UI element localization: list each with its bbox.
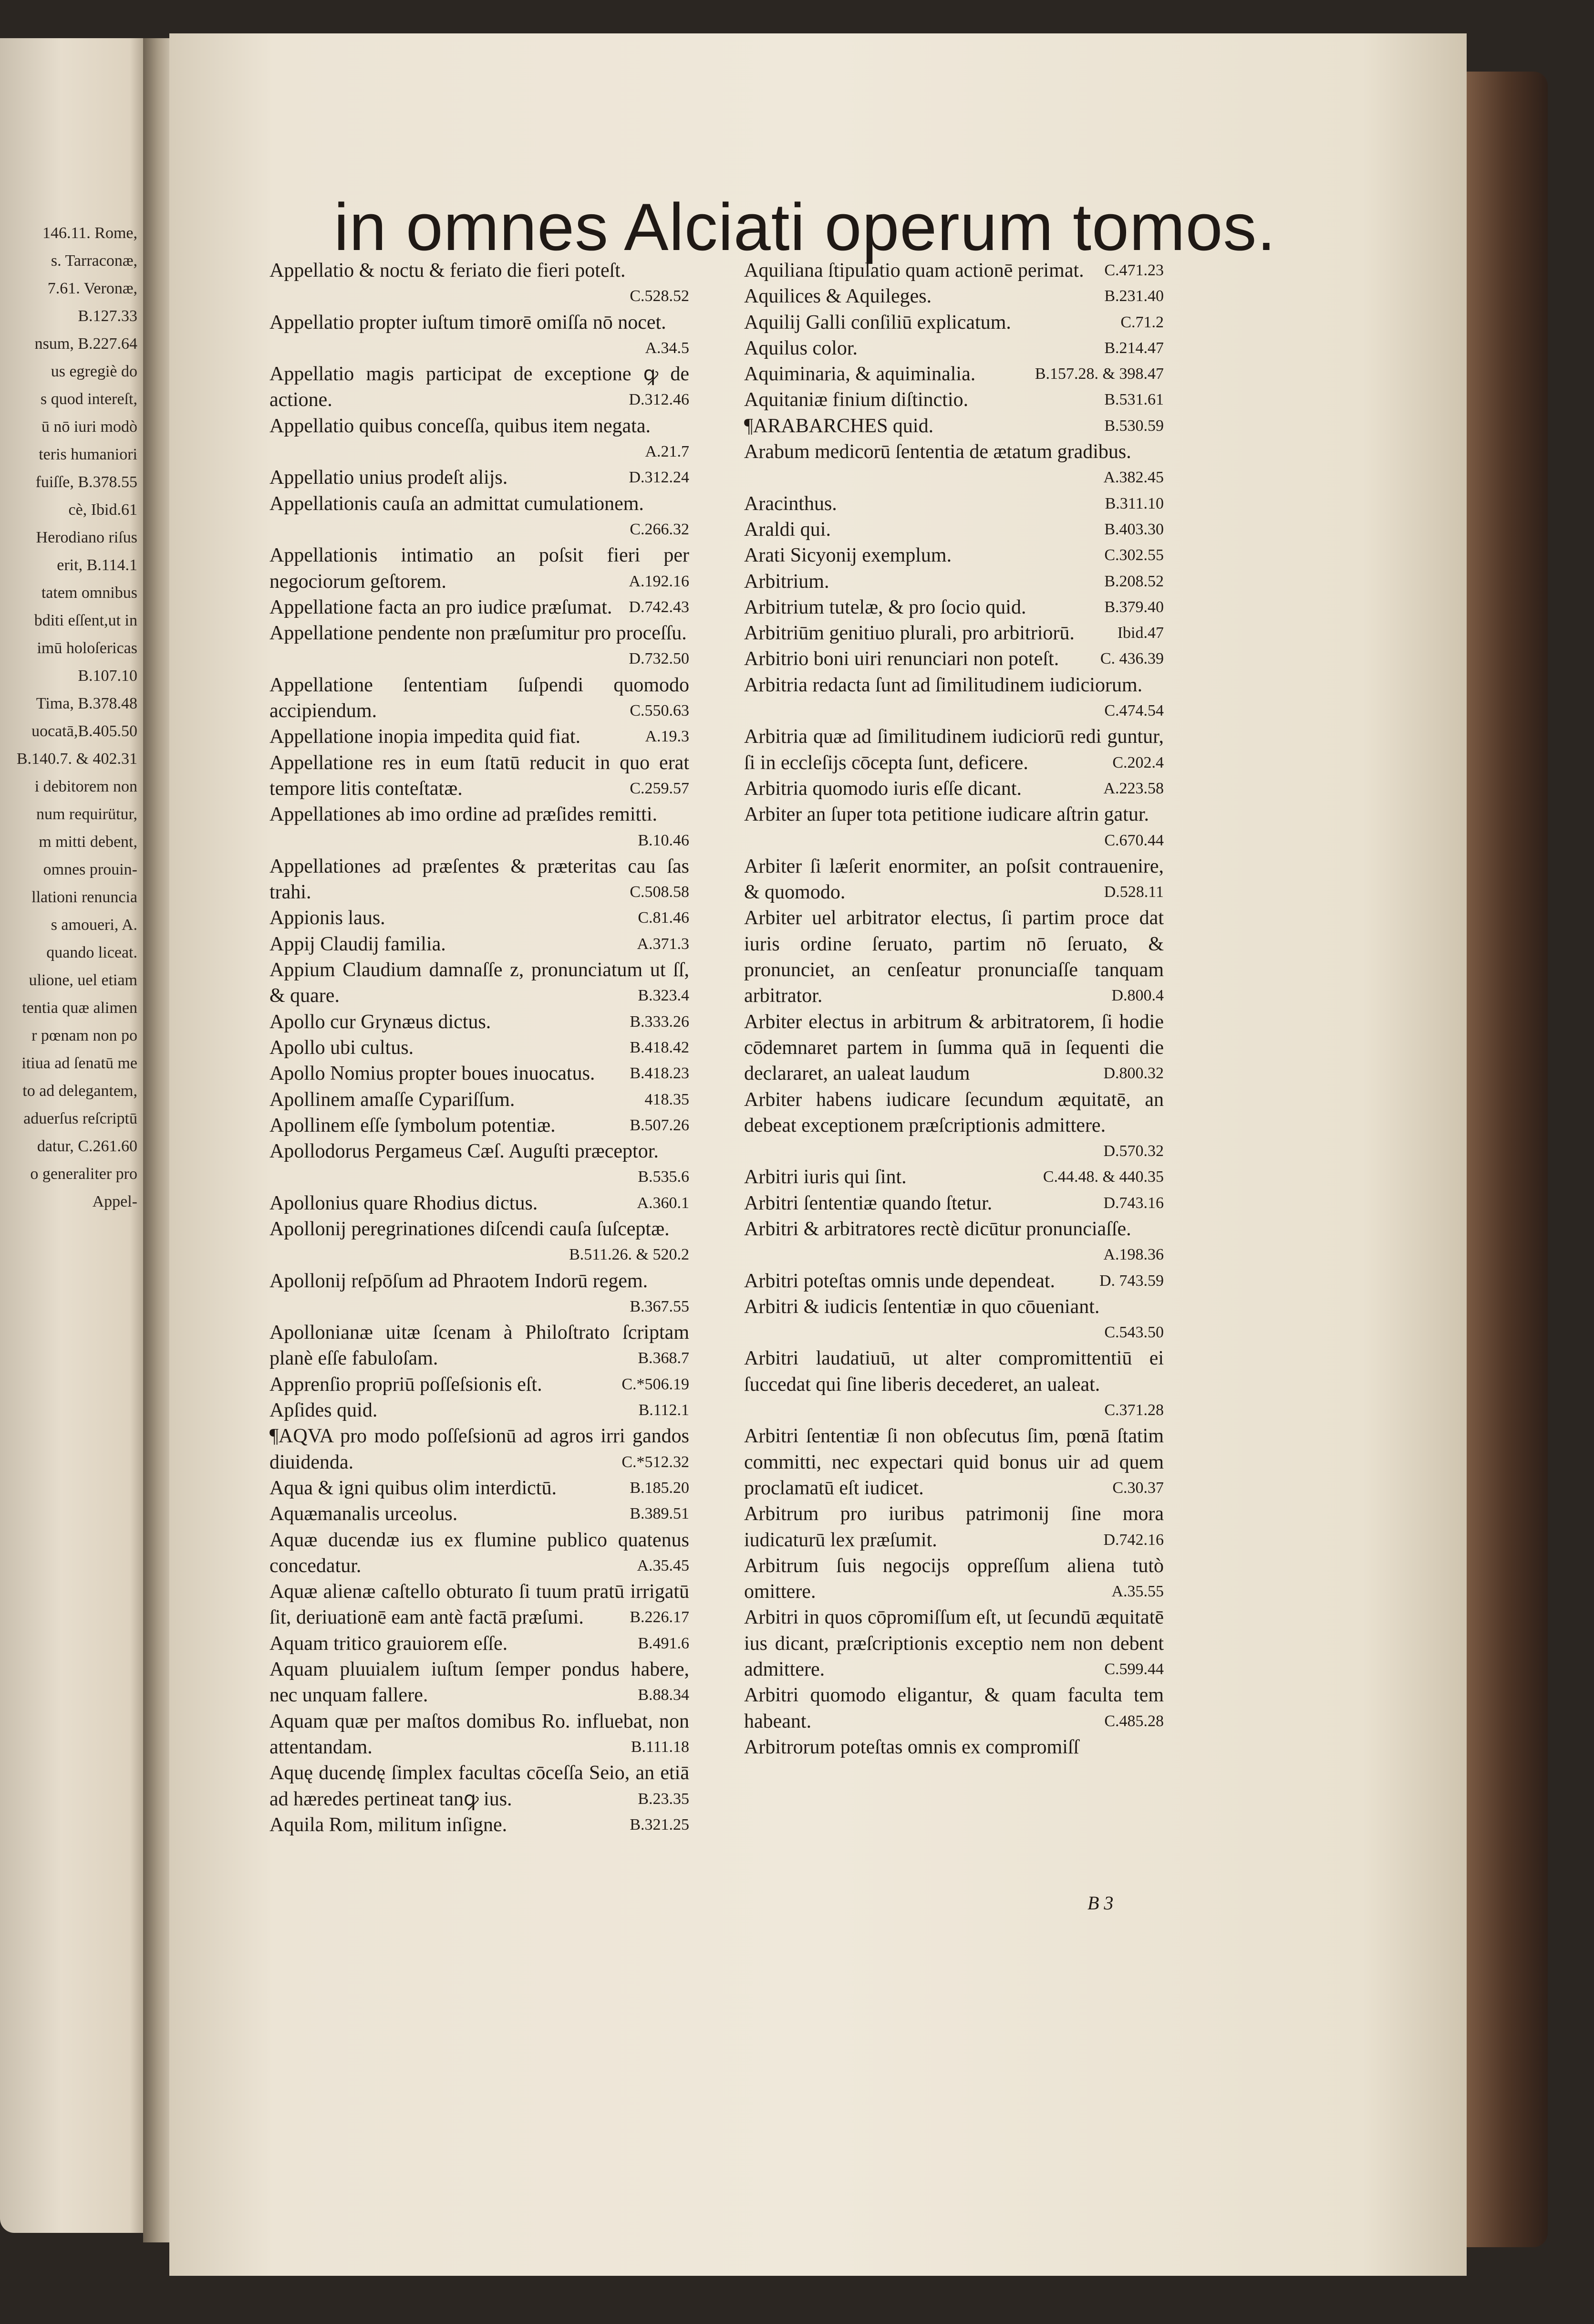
left-page-fragment: omnes prouin- [43,861,137,878]
index-entry [744,905,1164,1009]
left-page-fragment: quando liceat. [46,944,137,961]
index-entry [269,1320,689,1372]
index-entry-reference: C.485.28 [1104,1712,1164,1730]
index-column-left [269,258,689,1838]
index-column-right [744,258,1164,1760]
index-entry-text: Appium Claudium damnaſſe z, pronunciatum ut ſſ, & quare. [269,959,689,1007]
index-entry-text: Apollonij reſpōſum ad Phraotem Indorū regem. [269,1270,648,1292]
left-page-fragment: to ad delegantem, [22,1082,137,1100]
index-entry-reference: C.599.44 [1104,1660,1164,1678]
index-entry [269,594,689,620]
index-entry-text: Appellatione inopia impedita quid fiat. [269,726,581,748]
index-entry [744,776,1164,802]
index-entry-reference: C. 436.39 [1100,650,1164,668]
index-entry [744,646,1164,672]
index-entry [269,1657,689,1709]
index-entry [744,1553,1164,1605]
left-page-fragment: 146.11. Rome, [42,224,137,242]
index-entry-text: Araldi qui. [744,518,831,541]
index-entry-text: Appellatio propter iuſtum timorē omiſſa nō nocet. [269,311,666,333]
index-entry-reference: 418.35 [644,1090,689,1108]
index-entry-text: Appellatio & noctu & feriato die fieri poteſt. [269,260,626,281]
index-entry-text: Arati Sicyonij exemplum. [744,544,952,567]
index-entry [269,724,689,750]
left-page-fragment: tentia quæ alimen [22,999,137,1017]
index-entry-text: Arbiter uel arbitrator electus, ſi partim proce dat iuris ordine ſeruato, partim nō ſeruato, & pronunciet, an cenſeatur pronunciaſſe tanquam arbitrator. [744,907,1164,1007]
index-entry [744,387,1164,413]
left-page-fragment: itiua ad ſenatū me [21,1054,137,1072]
left-page-fragment: s. Tarraconæ, [51,252,137,270]
index-entry [744,672,1164,724]
left-page-fragment: s quod intereſt, [40,390,137,408]
index-entry-text: Arbitrium tutelæ, & pro ſocio quid. [744,596,1026,618]
index-entry-text: Arbitria quæ ad ſimilitudinem iudiciorū redi guntur, ſi in eccleſijs cōcepta ſunt, deficere. [744,726,1164,774]
index-entry [269,1812,689,1838]
index-entry [269,413,689,465]
index-entry [744,569,1164,594]
running-head: in omnes Alciati operum tomos. [334,189,1276,264]
index-entry [744,1501,1164,1553]
index-entry [269,1475,689,1501]
index-entry-reference: C.543.50 [1104,1324,1164,1342]
index-entry-text: Apollodorus Pergameus Cæſ. Auguſti præceptor. [269,1140,659,1163]
index-entry [269,1035,689,1061]
index-entry-text: Appellatione facta an pro iudice præſumat. [269,596,612,618]
index-entry [269,672,689,724]
index-entry-text: Arbitrum ſuis negocijs oppreſſum aliena tutò omittere. [744,1554,1164,1603]
index-entry-reference: D.800.4 [1111,987,1164,1005]
index-entry-text: Appellationis cauſa an admittat cumulationem. [269,492,644,515]
left-page-fragment: 7.61. Veronæ, [47,280,137,297]
index-entry-reference: D.742.43 [629,598,689,616]
index-entry-reference: B.379.40 [1104,598,1164,616]
left-page-fragment: teris humaniori [39,446,137,463]
index-entry-text: ¶AQVA pro modo poſſeſsionū ad agros irri gandos diuidenda. [269,1425,689,1473]
index-entry-text: Appellatione res in eum ſtatū reducit in quo erat tempore litis conteſtatæ. [269,751,689,800]
index-entry [269,1709,689,1761]
index-entry [744,1268,1164,1294]
left-page-fragment: num requirütur, [36,805,137,823]
index-entry [269,1087,689,1113]
index-entry-text: Appellationes ab imo ordine ad præſides remitti. [269,803,657,826]
index-entry-text: Apollinem eſſe ſymbolum potentiæ. [269,1114,556,1136]
index-entry-reference: C.371.28 [1104,1401,1164,1419]
index-entry-text: Arbiter ſi læſerit enormiter, an poſsit contrauenire, & quomodo. [744,855,1164,904]
index-entry-text: Apollonij peregrinationes diſcendi cauſa ſuſceptæ. [269,1218,670,1240]
index-entry [744,1345,1164,1423]
index-entry [269,1579,689,1631]
index-entry [269,1268,689,1320]
index-entry-text: Aquam tritico grauiorem eſſe. [269,1632,508,1655]
index-entry-reference: C.550.63 [630,702,689,720]
index-entry-reference: A.19.3 [645,728,689,746]
index-entry [269,491,689,543]
index-entry [744,1423,1164,1501]
index-entry-reference: B.367.55 [630,1297,689,1315]
left-facing-page [0,38,153,2233]
index-entry-reference: C.259.57 [630,779,689,797]
left-page-fragment: tatem omnibus [41,584,137,602]
index-entry-reference: B.491.6 [638,1634,689,1652]
index-entry-text: Appellatione ſententiam ſuſpendi quomodo accipiendum. [269,674,689,722]
index-entry-text: Aracinthus. [744,492,837,515]
index-entry [744,1216,1164,1268]
index-entry-text: Arbitri poteſtas omnis unde dependeat. [744,1270,1056,1292]
index-entry-reference: C.302.55 [1104,546,1164,564]
index-entry-text: Arbitri ſententiæ ſi non obſecutus ſim, pœnā ſtatim committi, nec expectari quid bonus uir ad quem proclamatū eſt iudicet. [744,1425,1164,1499]
index-entry-reference: D. 743.59 [1099,1271,1164,1290]
left-page-fragment: o generaliter pro [30,1165,137,1183]
index-entry-text: Appellationis intimatio an poſsit fieri per negociorum geſtorem. [269,544,689,593]
left-page-fragment: ulione, uel etiam [29,971,137,989]
index-entry [269,1216,689,1268]
index-entry-reference: A.198.36 [1103,1246,1164,1264]
index-entry [744,854,1164,906]
index-entry-reference: D.742.16 [1103,1531,1164,1549]
index-entry [744,1294,1164,1346]
index-entry [269,957,689,1009]
index-entry [269,905,689,931]
index-entry-text: Arbitri ſententiæ quando ſtetur. [744,1192,993,1214]
index-entry [744,594,1164,620]
index-entry-reference: B.10.46 [638,831,689,849]
index-entry-reference: A.192.16 [629,572,689,590]
index-entry-reference: B.403.30 [1104,520,1164,538]
index-entry-text: Arbitri laudatiuū, ut alter compromittentiū ei ſuccedat qui ſine liberis decederet, an ualeat. [744,1347,1164,1396]
index-entry-reference: C.81.46 [638,909,689,927]
index-entry [744,1087,1164,1165]
left-page-fragment: erit, B.114.1 [57,556,137,574]
index-entry-reference: C.*506.19 [621,1375,689,1393]
index-entry [744,1190,1164,1216]
index-entry [269,1138,689,1190]
index-entry-text: Appij Claudij familia. [269,933,446,955]
index-entry-reference: B.389.51 [630,1505,689,1523]
index-entry-reference: C.266.32 [630,520,689,538]
index-entry-text: Arbitri iuris qui ſint. [744,1166,907,1188]
left-page-fragment: i debitorem non [34,778,137,795]
index-entry-text: Apſides quid. [269,1399,378,1422]
index-entry-text: Apprenſio propriū poſſeſsionis eſt. [269,1373,542,1396]
index-entry-reference: B.226.17 [630,1608,689,1626]
index-entry-text: Aquilices & Aquileges. [744,285,932,308]
index-entry-reference: B.208.52 [1104,572,1164,590]
index-entry-reference: C.471.23 [1104,261,1164,279]
index-entry-text: Aquilij Galli conſiliū explicatum. [744,311,1011,333]
index-entry [269,1760,689,1812]
left-page-fragment: Tima, B.378.48 [36,695,137,712]
index-entry-text: Arabum medicorū ſententia de ætatum gradibus. [744,441,1131,463]
index-entry [744,1009,1164,1087]
index-entry-reference: B.23.35 [638,1790,689,1808]
index-entry-text: Arbitria redacta ſunt ad ſimilitudinem iudiciorum. [744,674,1143,696]
index-entry-reference: B.507.26 [630,1116,689,1134]
index-entry-text: Appellatio unius prodeſt alijs. [269,467,508,489]
index-entry-reference: C.670.44 [1104,831,1164,849]
index-entry-text: Arbitri & arbitratores rectè dicūtur pronunciaſſe. [744,1218,1131,1240]
index-entry-text: Appellatione pendente non præſumitur pro proceſſu. [269,622,687,645]
index-entry-reference: B.535.6 [638,1168,689,1186]
index-entry-text: Arbitrorum poteſtas omnis ex compromiſſ [744,1736,1079,1758]
index-entry-reference: B.418.23 [630,1064,689,1083]
left-page-fragment: B.140.7. & 402.31 [16,750,137,768]
index-entry-text: Aquæ ducendæ ius ex flumine publico quatenus concedatur. [269,1529,689,1577]
index-entry-reference: D.800.32 [1103,1064,1164,1083]
index-entry [744,335,1164,361]
index-entry [744,310,1164,335]
index-entry-text: Arbitria quomodo iuris eſſe dicant. [744,777,1022,800]
index-entry-text: Appellatio quibus conceſſa, quibus item negata. [269,415,651,437]
left-page-fragment: r pœnam non po [31,1027,137,1044]
index-entry [744,1682,1164,1734]
index-entry [744,542,1164,568]
index-entry-text: Aquiliana ſtipulatio quam actionē perimat. [744,260,1084,281]
index-entry-text: Appionis laus. [269,907,385,929]
index-entry-text: Apollo Nomius propter boues inuocatus. [269,1063,595,1085]
index-entry [269,1113,689,1138]
index-entry-text: Arbitriūm genitiuo plurali, pro arbitriorū. [744,622,1075,645]
left-page-fragment: Herodiano riſus [36,529,137,546]
left-page-fragment: fuiſſe, B.378.55 [35,473,137,491]
index-entry [269,1501,689,1527]
index-entry-text: Arbiter electus in arbitrum & arbitratorem, ſi hodie cōdemnaret partem in ſumma quā in ſequenti die declararet, an ualeat laudum [744,1011,1164,1085]
index-entry [269,1631,689,1657]
index-entry [744,361,1164,387]
index-entry-text: Apollonius quare Rhodius dictus. [269,1192,538,1214]
left-page-fragment: m mitti debent, [39,833,137,851]
index-entry [269,361,689,413]
index-entry [744,1605,1164,1682]
left-page-fragments [0,219,143,1216]
index-entry-reference: B.112.1 [638,1401,689,1419]
index-entry [744,620,1164,646]
left-page-fragment: imū holoſericas [37,639,137,657]
index-entry-reference: B.311.10 [1105,494,1164,512]
index-entry [269,802,689,854]
index-entry-text: Apollo cur Grynæus dictus. [269,1011,491,1033]
index-entry [269,1397,689,1423]
index-entry [269,1423,689,1475]
left-page-fragment: us egregiè do [51,363,137,380]
index-entry [744,724,1164,776]
index-entry-text: Arbitri in quos cōpromiſſum eſt, ut ſecundū æquitatē ius dicant, præſcriptionis exceptio nem non debent admittere. [744,1606,1164,1681]
index-entry-text: Aquam quæ per maſtos domibus Ro. influebat, non attentandam. [269,1710,689,1758]
index-entry-text: ¶ARABARCHES quid. [744,415,934,437]
index-entry [744,283,1164,309]
index-entry-text: Apollo ubi cultus. [269,1036,414,1059]
page-edge [1467,72,1548,2247]
index-entry [269,465,689,490]
index-entry-text: Arbitrum pro iuribus patrimonij ſine mora iudicaturū lex præſumit. [744,1503,1164,1551]
index-entry-reference: B.368.7 [638,1349,689,1367]
index-entry-reference: A.35.55 [1111,1583,1164,1601]
index-entry-text: Arbitri & iudicis ſententiæ in quo cōueniant. [744,1295,1100,1318]
index-entry-text: Arbitrium. [744,570,829,593]
index-entry-reference: A.382.45 [1103,469,1164,487]
index-entry-text: Appellatio magis participat de exceptione ꝙ de actione. [269,363,689,411]
index-entry-reference: C.71.2 [1120,313,1164,331]
index-entry-reference: B.88.34 [638,1686,689,1704]
index-entry [269,1009,689,1035]
index-entry-reference: B.531.61 [1104,391,1164,409]
index-entry [744,802,1164,854]
index-entry [744,413,1164,439]
signature-mark: B 3 [1087,1892,1114,1914]
index-entry-reference: B.511.26. & 520.2 [569,1246,689,1264]
index-entry-text: Arbiter habens iudicare ſecundum æquitatē, an debeat exceptionem præſcriptionis admittere. [744,1088,1164,1136]
index-entry [269,931,689,957]
index-entry-text: Aquilus color. [744,337,858,359]
index-entry-reference: C.474.54 [1104,702,1164,720]
index-entry [744,491,1164,517]
left-page-fragment: ū nō iuri modò [41,418,137,436]
left-page-fragment: B.107.10 [78,667,137,685]
index-entry-reference: A.34.5 [645,339,689,357]
left-page-fragment: Appel- [92,1193,137,1210]
index-entry-text: Aqua & igni quibus olim interdictū. [269,1477,557,1499]
index-entry-reference: D.570.32 [1103,1142,1164,1160]
index-entry-text: Aquam pluuialem iuſtum ſemper pondus habere, nec unquam fallere. [269,1658,689,1707]
index-entry-text: Arbitri quomodo eligantur, & quam faculta tem habeant. [744,1684,1164,1732]
index-entry [269,1372,689,1397]
index-entry [744,1734,1164,1760]
index-entry-reference: Ibid.47 [1117,624,1164,642]
index-entry [269,310,689,362]
index-entry-reference: C.202.4 [1112,753,1164,771]
index-entry-reference: B.111.18 [631,1738,689,1756]
index-entry-reference: B.333.26 [630,1012,689,1031]
index-entry-text: Apollonianæ uitæ ſcenam à Philoſtrato ſcriptam planè eſſe fabuloſam. [269,1322,689,1370]
index-entry-reference: C.30.37 [1112,1479,1164,1497]
index-entry-reference: B.157.28. & 398.47 [1035,365,1164,383]
index-entry-reference: A.223.58 [1103,779,1164,797]
index-entry-reference: B.530.59 [1104,417,1164,435]
index-entry [744,439,1164,491]
index-entry-reference: A.360.1 [637,1194,689,1212]
index-entry-text: Aquæ alienæ caſtello obturato ſi tuum pratū irrigatū ſit, deriuationē eam antè factā præſumi. [269,1581,689,1629]
index-entry-text: Aquitaniæ finium diſtinctio. [744,389,969,411]
index-entry-reference: A.371.3 [637,935,689,953]
index-entry-reference: B.418.42 [630,1038,689,1056]
index-entry-reference: B.231.40 [1104,287,1164,305]
index-entry-reference: C.508.58 [630,883,689,901]
left-page-fragment: llationi renuncia [31,888,137,906]
index-entry-reference: D.528.11 [1104,883,1164,901]
index-entry [269,620,689,672]
index-entry [269,1527,689,1579]
index-entry-reference: C.528.52 [630,287,689,305]
left-page-fragment: s amoueri, A. [51,916,137,934]
index-entry-text: Aquiminaria, & aquiminalia. [744,363,976,386]
index-entry [269,542,689,594]
index-entry [269,854,689,906]
index-entry-text: Arbiter an ſuper tota petitione iudicare aſtrin gatur. [744,803,1149,826]
left-page-fragment: bditi eſſent,ut in [34,612,137,629]
left-page-fragment: nsum, B.227.64 [34,335,137,353]
index-entry-text: Aquila Rom, militum inſigne. [269,1813,507,1836]
index-entry-text: Arbitrio boni uiri renunciari non poteſt. [744,648,1059,670]
index-entry-reference: D.732.50 [629,650,689,668]
index-entry-text: Aquæmanalis urceolus. [269,1503,458,1525]
index-entry-reference: A.21.7 [645,443,689,461]
index-entry-text: Apollinem amaſſe Cypariſſum. [269,1088,515,1111]
index-entry-reference: A.35.45 [637,1556,689,1574]
index-entry-reference: D.312.46 [629,391,689,409]
index-entry [269,258,689,310]
index-entry [744,258,1164,283]
index-entry-text: Appellationes ad præſentes & præteritas cau ſas trahi. [269,855,689,904]
index-entry-reference: B.323.4 [638,987,689,1005]
left-page-fragment: uocatā,B.405.50 [31,722,137,740]
index-entry-reference: B.321.25 [630,1815,689,1834]
left-page-fragment: aduerſus reſcriptū [23,1110,137,1127]
index-entry-text: Aquę ducendę ſimplex facultas cōceſſa Seio, an etiā ad hæredes pertineat tanꝙ ius. [269,1762,689,1810]
index-entry-reference: B.185.20 [630,1479,689,1497]
index-entry-reference: D.743.16 [1103,1194,1164,1212]
index-entry-reference: C.44.48. & 440.35 [1043,1168,1164,1186]
index-entry [269,750,689,802]
index-entry [269,1061,689,1086]
left-page-fragment: cè, Ibid.61 [68,501,137,519]
left-page-fragment: B.127.33 [78,307,137,325]
index-entry [744,517,1164,542]
index-entry-reference: B.214.47 [1104,339,1164,357]
index-entry-reference: C.*512.32 [621,1453,689,1471]
left-page-fragment: datur, C.261.60 [37,1137,137,1155]
index-entry-reference: D.312.24 [629,469,689,487]
index-entry [744,1164,1164,1190]
index-entry [269,1190,689,1216]
